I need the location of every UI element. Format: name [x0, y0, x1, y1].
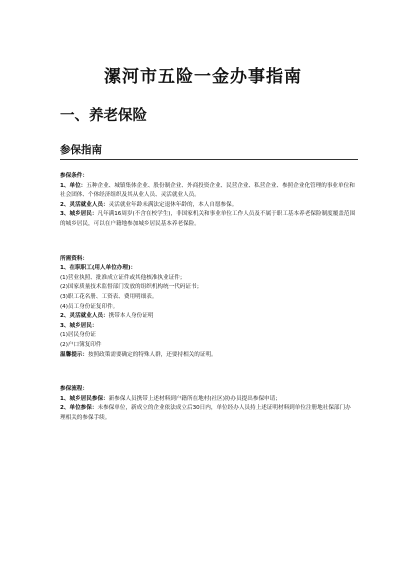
condition-label: 1、单位： — [60, 182, 87, 189]
material-subitem: (1)营业执照、批准成立证件或其他核准执业证件； — [60, 274, 186, 281]
process-label: 2、单位参保： — [60, 405, 98, 412]
process-block — [60, 385, 356, 423]
process-item-employer — [60, 404, 356, 423]
material-subitem: (3)职工花名册、工资表、费用明细表。 — [60, 293, 158, 300]
condition-text: 五种企业、城镇集体企业、股份制企业、外商投资企业、民营企业、私营企业、参照企业化管理的事业单位和社会团体、个体经济组织及其从业人员、灵活就业人员。 — [60, 182, 355, 199]
material-note — [60, 351, 356, 361]
document-title: 漯河市五险一金办事指南 — [104, 67, 302, 87]
condition-label: 2、灵活就业人员： — [60, 201, 109, 208]
condition-item-employer — [60, 182, 356, 201]
note-text: 按照政策需要确定的特殊人群，还要持相关的证明。 — [87, 351, 217, 358]
condition-label: 3、城乡居民： — [60, 211, 98, 218]
material-subitem: (1)居民身份证 — [60, 332, 96, 339]
material-subitem: (4)员工身份证复印件。 — [60, 303, 119, 310]
conditions-block — [60, 172, 356, 230]
condition-text: 凡年满16周岁(不含在校学生)，非国家机关和事业单位工作人员及不属于职工基本养老保险制度覆盖范围的城乡居民，可以在户籍地参加城乡居民基本养老保险。 — [60, 211, 356, 227]
material-item-flexible — [60, 312, 356, 322]
process-text: 新参保人员携带上述材料到户籍所在地村(社区)协办员提出参保申请； — [108, 395, 281, 402]
condition-text: 灵活就业年龄未满法定退休年龄的，本人自愿参保。 — [108, 201, 238, 208]
materials-heading: 所需资料： — [60, 255, 88, 262]
material-subitem: (2)户口簿复印件 — [60, 341, 102, 348]
material-item-employees: 1、在职职工(用人单位办理)： — [60, 265, 137, 272]
material-text: 携带本人身份证明 — [108, 313, 154, 320]
process-label: 1、城乡居民参保： — [60, 395, 109, 402]
material-label: 2、灵活就业人员： — [60, 313, 109, 320]
material-item-residents: 3、城乡居民： — [60, 322, 98, 329]
condition-item-flexible — [60, 201, 356, 211]
note-label: 温馨提示： — [60, 351, 88, 358]
process-item-residents — [60, 395, 356, 405]
subsection-underline — [60, 159, 358, 160]
material-subitem: (2)国家质量技术监督部门发放的组织机构统一代码证书； — [60, 284, 203, 291]
process-heading: 参保流程： — [60, 386, 88, 393]
condition-item-residents — [60, 210, 356, 229]
section-title-pension: 一、养老保险 — [60, 107, 147, 124]
materials-block — [60, 255, 356, 361]
process-text: 未参保单位，新成立的企业依法成立后30日内，单位经办人员持上述证明材料到单位注册地社保部门办理相关的参保手续。 — [60, 405, 351, 421]
subsection-title-guide: 参保指南 — [60, 144, 102, 156]
conditions-heading: 参保条件： — [60, 173, 88, 179]
